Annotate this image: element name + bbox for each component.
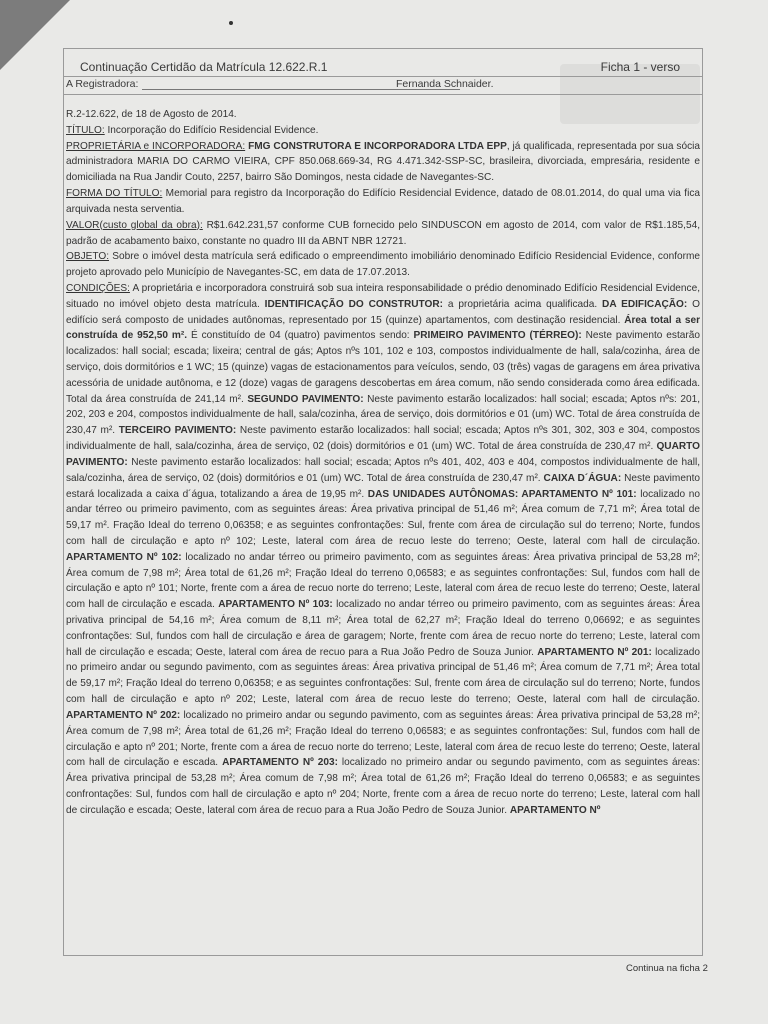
segundo-pavimento-text: Neste pavimento estarão localizados: hall social; escada; Aptos nºs: 201, 202, 203 e 204, compostos individualmente de hall, sala/cozinha, área de serviço, dois dormitórios e 01 (um) WC. Total de área construída de 230,47 m². xyxy=(66,393,701,437)
proprietaria-text: , já qualificada, representada por sua sócia administradora MARIA DO CARMO VIEIRA, CPF 850.068.669-34, RG 4.471.342-SSP-SC, brasileira, divorciada, empresária, residente e domiciliada na Rua Jandir Couto, 2257, bairro São Domingos, nesta cidade de Navegantes-SC. xyxy=(66,140,700,184)
segundo-pavimento-label: SEGUNDO PAVIMENTO: xyxy=(247,393,364,405)
page-header xyxy=(80,60,680,76)
forma-paragraph xyxy=(66,186,700,218)
header-divider xyxy=(63,76,703,77)
condicoes-paragraph xyxy=(66,281,700,819)
apto-101-text: localizado no andar térreo ou primeiro pavimento, com as seguintes áreas: Área privativa principal de 51,46 m²; Área comum de 7,71 m²; Área total de 59,17 m². Fração Ideal do terreno 0,06358; e as seguintes confrontações: Sul, frente com área de circulação sul do terreno; Norte, fundos com hall de circulação e apto nº 102; Leste, lateral com área de recuo leste do terreno; Oeste, lateral com hall de circulação. xyxy=(66,488,700,547)
terceiro-pavimento-text: Neste pavimento estarão localizados: hall social; escada; Aptos nºs 301, 302, 303 e 304, compostos individualmente de hall, sala/cozinha, área de serviço, 02 (dois) dormitórios e 01 (um) WC. Total de área construída de 230,47 m². xyxy=(66,425,700,453)
continua-note: Continua na ficha 2 xyxy=(626,963,708,974)
proprietaria-label: PROPRIETÁRIA e INCORPORADORA: xyxy=(66,140,246,152)
unidades-label: DAS UNIDADES AUTÔNOMAS: xyxy=(367,488,519,500)
registradora-name: Fernanda Schnaider. xyxy=(396,78,494,90)
apto-next-label: APARTAMENTO Nº xyxy=(509,804,601,816)
apto-103-label: APARTAMENTO Nº 103: xyxy=(218,599,333,611)
apto-201-text: localizado no primeiro andar ou segundo pavimento, com as seguintes áreas: Área privativa principal de 51,46 m²; Área comum de 7,71 m²; Área total de 59,17 m²; Fração Ideal do terreno 0,06358; e as seguintes confrontações: Sul, frente com área de circulação sul do terreno; Norte, fundos com hall de circulação e apto nº 202; Leste, lateral com área de recuo leste do terreno; Oeste, lateral com hall de circulação. xyxy=(66,646,700,706)
primeiro-pavimento-text: Neste pavimento estarão localizados: hall social; escada; lixeira; central de gás; Aptos nºs 101, 102 e 103, compostos individualmente de hall, sala/cozinha, área de serviço, dois dormitórios e 1 WC; 15 (quinze) vagas de estacionamentos para veículos, sendo, 03 (três) vagas de garagens em área privativa acessória de unidade autônoma, e 12 (doze) vagas de garagens descobertas em área comum, não sendo considerada como área edificada. Total da área construída de 241,14 m². xyxy=(66,330,700,405)
caixa-dagua-label: CAIXA D´ÁGUA: xyxy=(543,472,622,484)
registro-body xyxy=(66,107,700,819)
primeiro-pavimento-label: PRIMEIRO PAVIMENTO (TÉRREO): xyxy=(413,330,582,342)
quarto-pavimento-text: Neste pavimento estarão localizados: hall social; escada; Aptos nºs 401, 402, 403 e 404, compostos individualmente de hall, sala/cozinha, área de serviço, 02 (dois) dormitórios e 01 (um) WC. Total de área construída de 230,47 m². xyxy=(66,456,700,484)
apto-203-text: localizado no primeiro andar ou segundo pavimento, com as seguintes áreas: Área privativa principal de 53,28 m²; Área comum de 7,98 m²; Área total de 61,26 m²; Fração Ideal do terreno 0,06583; e as seguintes confrontações: Sul, fundos com hall de circulação e apto nº 204; Norte, frente com a área de recuo norte do terreno; Leste, lateral com hall de circulação e escada; Oeste, lateral com área de recuo para a Rua João Pedro de Souza Junior. xyxy=(66,757,701,816)
folded-corner xyxy=(0,0,70,70)
titulo-label: TÍTULO: xyxy=(66,124,105,136)
edificacao-text-2: É constituído de 04 (quatro) pavimentos sendo: xyxy=(187,330,414,342)
identificacao-label: IDENTIFICAÇÃO DO CONSTRUTOR: xyxy=(264,298,444,310)
certificate-title: Continuação Certidão da Matrícula 12.622.R.1 xyxy=(80,60,328,74)
identificacao-text: a proprietária acima qualificada. xyxy=(443,298,603,310)
apto-201-label: APARTAMENTO Nº 201: xyxy=(537,646,652,658)
apto-102-label: APARTAMENTO Nº 102: xyxy=(66,551,182,563)
forma-text: Memorial para registro da Incorporação do Edifício Residencial Evidence, datado de 08.01.2014, do qual uma via fica arquivada nesta serventia. xyxy=(66,188,700,215)
objeto-paragraph xyxy=(66,249,700,281)
valor-paragraph xyxy=(66,218,700,250)
ink-dot xyxy=(229,21,233,25)
titulo-text: Incorporação do Edifício Residencial Evidence. xyxy=(104,124,319,136)
apto-101-label: APARTAMENTO Nº 101: xyxy=(518,488,637,500)
valor-label: VALOR(custo global da obra): xyxy=(66,219,203,231)
registradora-row xyxy=(66,78,700,92)
valor-text: R$1.642.231,57 conforme CUB fornecido pelo SINDUSCON em agosto de 2014, com valor de R$1.185,54, padrão de acabamento baixo, constante no quadro III da ABNT NBR 12721. xyxy=(66,219,700,247)
quarto-pavimento-label: QUARTO PAVIMENTO: xyxy=(66,441,700,468)
objeto-text: Sobre o imóvel desta matrícula será edificado o empreendimento imobiliário denominado Edifício Residencial Evidence, conforme projeto aprovado pelo Município de Navegantes-SC, em data de 17.07.2013. xyxy=(66,251,700,279)
objeto-label: OBJETO: xyxy=(66,251,110,263)
apto-202-text: localizado no primeiro andar ou segundo pavimento, com as seguintes áreas: Área privativa principal de 53,28 m²; Área comum de 7,98 m²; Área total de 61,26 m²; Fração Ideal do terreno 0,06583; e as seguintes confrontações: Sul, fundos com hall de circulação e apto nº 201; Norte, frente com a área de recuo norte do terreno; Leste, lateral com área de recuo leste do terreno; Oeste, lateral com hall de circulação e escada. xyxy=(66,709,701,769)
condicoes-text: A proprietária e incorporadora construirá sob sua inteira responsabilidade o prédio denominado Edifício Residencial Evidence, situado no imóvel objeto desta matrícula. xyxy=(66,282,700,310)
caixa-dagua-text: Neste pavimento estará localizada a caixa d´água, totalizando a área de 19,95 m². xyxy=(66,472,700,500)
proprietaria-paragraph xyxy=(66,139,700,186)
titulo-paragraph xyxy=(66,123,700,139)
condicoes-label: CONDIÇÕES: xyxy=(66,282,130,294)
ficha-label: Ficha 1 - verso xyxy=(600,60,680,74)
apto-202-label: APARTAMENTO Nº 202: xyxy=(66,709,181,721)
apto-103-text: localizado no andar térreo ou primeiro pavimento, com as seguintes áreas: Área privativa principal de 54,16 m²; Área comum de 8,11 m²; Área total de 62,27 m²; Fração Ideal do terreno 0,06692; e as seguintes confrontações: Sul, fundos com hall de circulação e área de garagem; Norte, frente com área de recuo norte do terreno; Leste, lateral com hall de circulação e escada; Oeste, lateral com área de recuo para a Rua João Pedro de Souza Junior. xyxy=(66,599,700,658)
terceiro-pavimento-label: TERCEIRO PAVIMENTO: xyxy=(118,425,237,437)
forma-label: FORMA DO TÍTULO: xyxy=(66,188,163,200)
registradora-divider xyxy=(63,94,703,95)
apto-102-text: localizado no andar térreo ou primeiro pavimento, com as seguintes áreas: Área privativa principal de 53,28 m²; Área comum de 7,98 m²; Área total de 61,26 m²; Fração Ideal do terreno 0,06583; e as seguintes confrontações: Sul, fundos com hall de circulação e apto nº 101; Norte, frente com a área de recuo norte do terreno; Leste, lateral com área de recuo leste do terreno; Oeste, lateral com hall de circulação e escada. xyxy=(66,551,700,611)
apto-203-label: APARTAMENTO Nº 203: xyxy=(222,757,338,769)
edificacao-label: DA EDIFICAÇÃO: xyxy=(602,298,688,310)
area-total: Área total a ser construída de 952,50 m². xyxy=(66,314,701,342)
registradora-label: A Registradora: xyxy=(66,78,139,90)
edificacao-text: O edifício será composto de unidades autônomas, representado por 15 (quinze) apartamentos, com destinação residencial. xyxy=(66,298,701,326)
registro-numero: R.2-12.622, de 18 de Agosto de 2014. xyxy=(66,109,237,120)
proprietaria-nome: FMG CONSTRUTORA E INCORPORADORA LTDA EPP xyxy=(245,140,507,152)
